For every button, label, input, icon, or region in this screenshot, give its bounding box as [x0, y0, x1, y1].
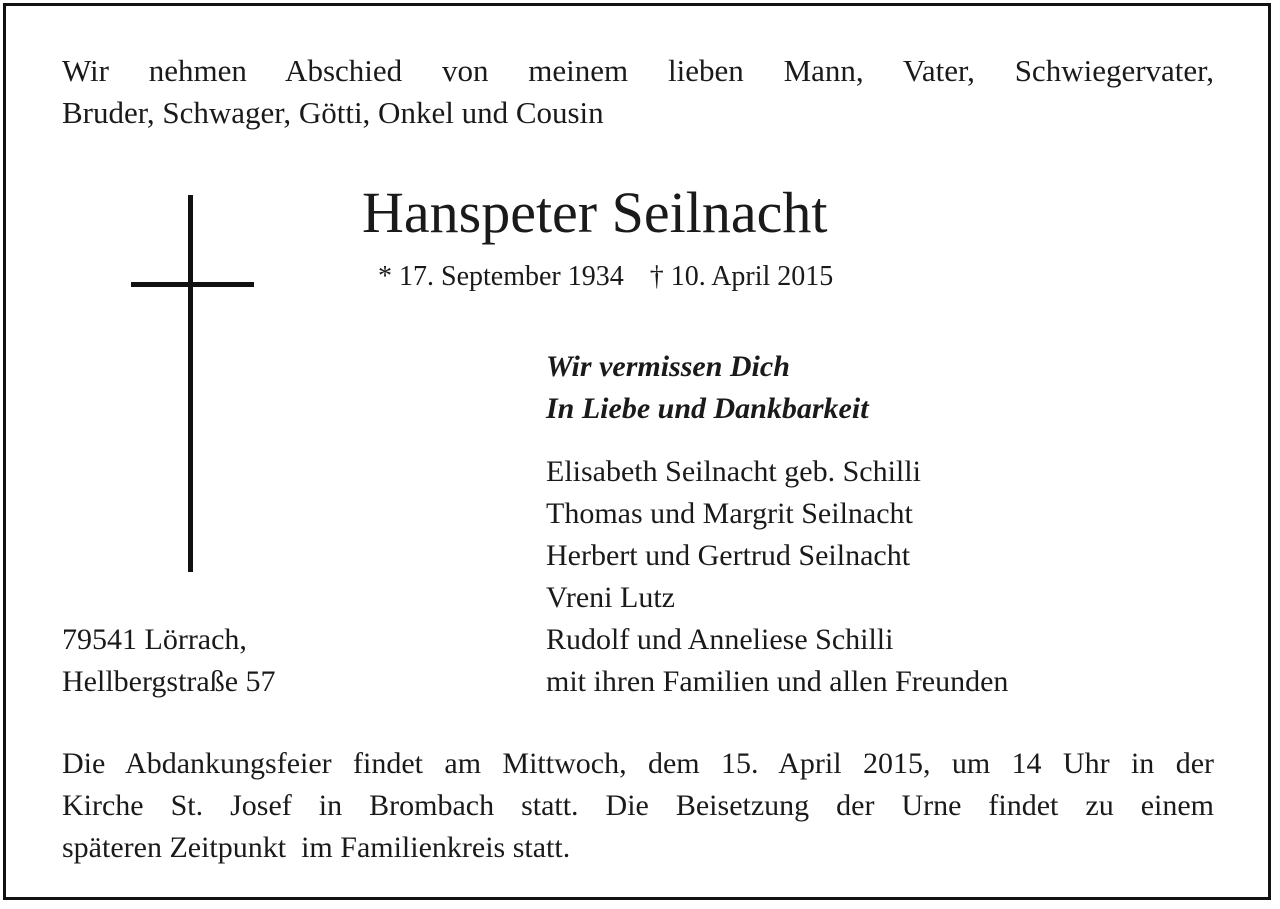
- signer-line: Elisabeth Seilnacht geb. Schilli: [546, 455, 921, 488]
- signers-list: [546, 451, 1008, 703]
- life-dates: [378, 259, 833, 295]
- birth-date: * 17. September 1934: [378, 261, 624, 292]
- cross-icon-horizontal: [131, 282, 254, 287]
- closing-line-3: späteren Zeitpunkt im Familienkreis statt.: [62, 831, 571, 864]
- death-date: † 10. April 2015: [649, 261, 834, 292]
- signer-line: Herbert und Gertrud Seilnacht: [546, 539, 911, 572]
- closing-line-2: Kirche St. Josef in Brombach statt. Die Beisetzung der Urne findet zu einem: [62, 789, 1214, 822]
- address: [62, 619, 276, 703]
- address-city: 79541 Lörrach,: [62, 623, 247, 656]
- motto-line-2: In Liebe und Dankbarkeit: [546, 392, 869, 425]
- signer-line: Vreni Lutz: [546, 581, 675, 614]
- signer-line: Thomas und Margrit Seilnacht: [546, 497, 913, 530]
- cross-icon-vertical: [188, 195, 193, 572]
- signer-line: Rudolf und Anneliese Schilli: [546, 623, 894, 656]
- closing-line-1: Die Abdankungsfeier findet am Mittwoch, dem 15. April 2015, um 14 Uhr in der: [62, 747, 1214, 780]
- motto-line-1: Wir vermissen Dich: [546, 350, 790, 383]
- deceased-name: Hanspeter Seilnacht: [362, 180, 828, 245]
- closing-text: [62, 743, 1214, 869]
- signer-line: mit ihren Familien und allen Freunden: [546, 665, 1009, 698]
- motto: [546, 346, 869, 430]
- intro-line-2: Bruder, Schwager, Götti, Onkel und Cousin: [62, 95, 604, 130]
- intro-line-1: Wir nehmen Abschied von meinem lieben Mann, Vater, Schwiegervater,: [62, 53, 1214, 88]
- address-street: Hellbergstraße 57: [62, 665, 276, 698]
- intro-text: [62, 50, 1214, 134]
